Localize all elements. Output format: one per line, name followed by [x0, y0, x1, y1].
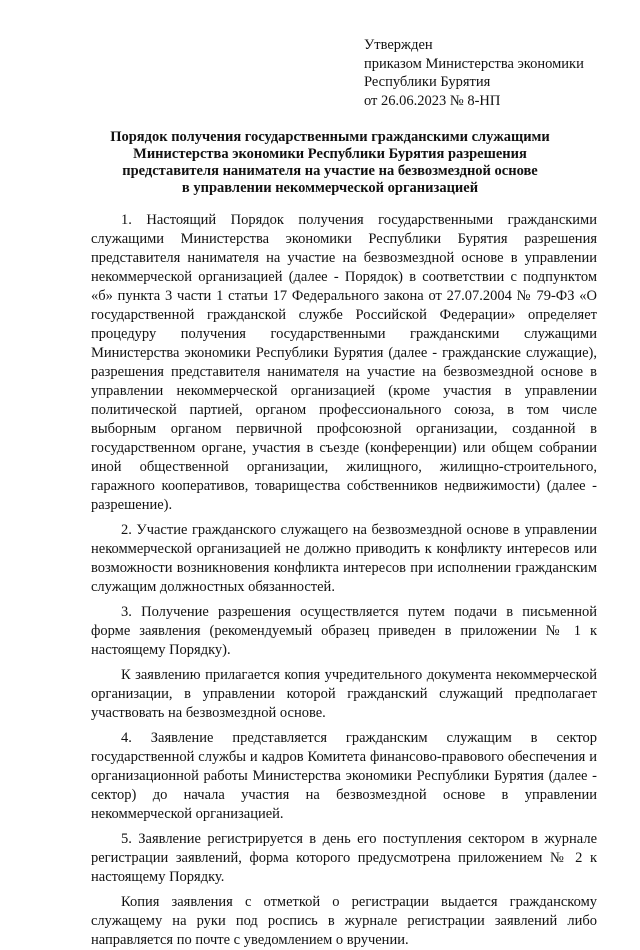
title-line: Министерства экономики Республики Бурятия разрешения: [133, 146, 527, 162]
approval-line: приказом Министерства экономики: [364, 55, 584, 72]
paragraph-1: 1. Настоящий Порядок получения государственными гражданскими служащими Министерства экономики Республики Бурятия разрешения представителя нанимателя на участие на безвозмездной основе в управлении некоммерческой организацией (далее - Порядок) в соответствии с подпунктом «б» пункта 3 части 1 статьи 17 Федерального закона от 27.07.2004 № 79-ФЗ «О государственной гражданской службе Российской Федерации» определяет процедуру получения государственными гражданскими служащими Министерства экономики Республики Бурятия (далее - гражданские служащие), разрешения представителя нанимателя на участие на безвозмездной основе в управлении некоммерческой организацией (кроме участия в управлении политической партией, органом профессионального союза, в том числе выборным органом первичной профсоюзной организации, созданной в государственном органе, участия в съезде (конференции) или общем собрании иной общественной организации, жилищного, жилищно-строительного, гаражного кооперативов, товарищества собственников недвижимости) (далее - разрешение).: [91, 212, 597, 513]
document-title: [60, 129, 600, 197]
approval-stamp: [364, 36, 584, 110]
approval-line: Республики Бурятия: [364, 74, 491, 90]
approval-date-line: от 26.06.2023 № 8-НП: [364, 92, 501, 109]
paragraph-3-attachment: К заявлению прилагается копия учредительного документа некоммерческой организации, в управлении которой гражданский служащий предполагает участвовать на безвозмездной основе.: [91, 667, 597, 721]
paragraph-5: 5. Заявление регистрируется в день его поступления сектором в журнале регистрации заявлений, форма которого предусмотрена приложением № 2 к настоящему Порядку.: [91, 831, 597, 885]
approval-line: Утвержден: [364, 37, 433, 53]
paragraph-4: 4. Заявление представляется гражданским служащим в сектор государственной службы и кадров Комитета финансово-правового обеспечения и организационной работы Министерства экономики Республики Бурятия (далее - сектор) до начала участия на безвозмездной основе в управлении некоммерческой организацией.: [91, 730, 597, 822]
title-line: представителя нанимателя на участие на безвозмездной основе: [122, 163, 538, 179]
document-body: [91, 211, 597, 950]
paragraph-5-copy: Копия заявления с отметкой о регистрации выдается гражданскому служащему на руки под роспись в журнале регистрации заявлений либо направляется по почте с уведомлением о вручении.: [91, 894, 597, 948]
paragraph-2: 2. Участие гражданского служащего на безвозмездной основе в управлении некоммерческой организацией не должно приводить к конфликту интересов или возможности возникновения конфликта интересов при исполнении гражданским служащим должностных обязанностей.: [91, 522, 597, 595]
paragraph-3: 3. Получение разрешения осуществляется путем подачи в письменной форме заявления (рекомендуемый образец приведен в приложении № 1 к настоящему Порядку).: [91, 604, 597, 658]
title-line: в управлении некоммерческой организацией: [181, 180, 479, 196]
title-line: Порядок получения государственными гражданскими служащими: [110, 129, 550, 145]
